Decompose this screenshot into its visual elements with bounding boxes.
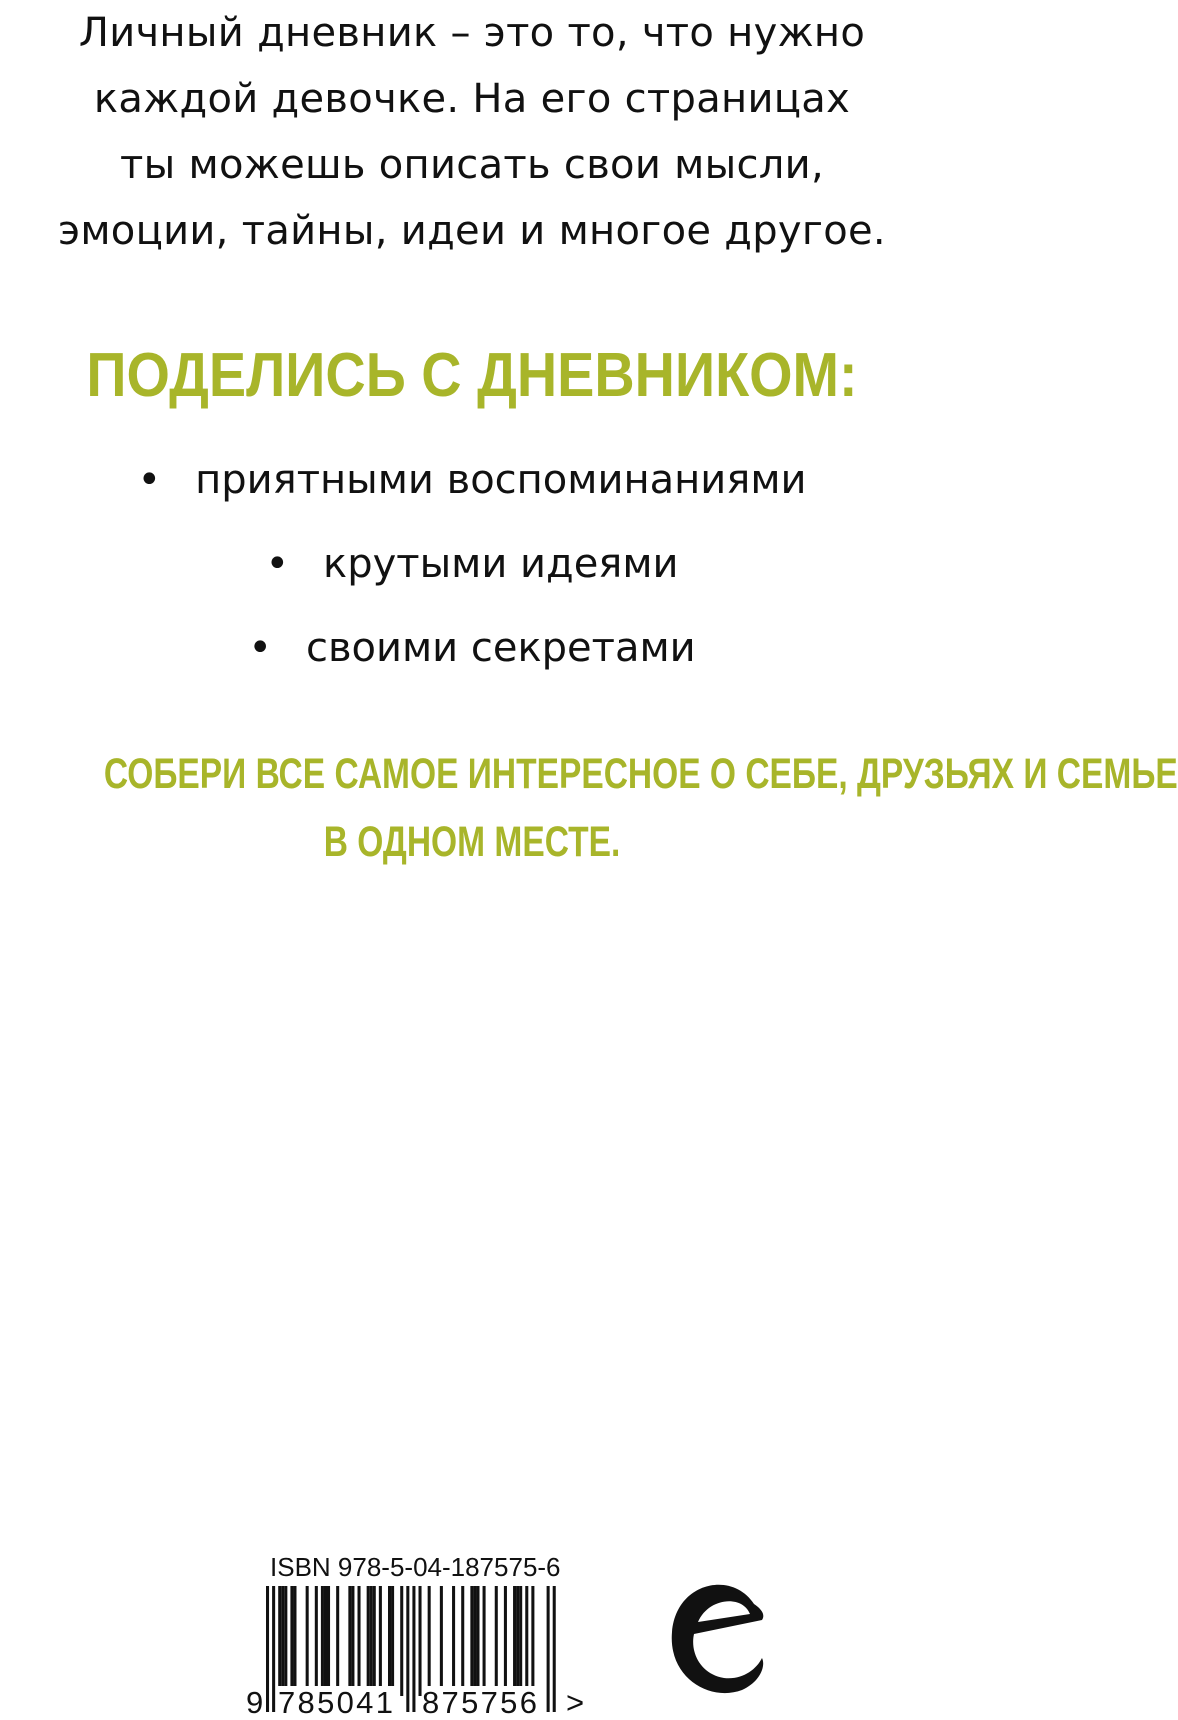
barcode-bar [483,1586,486,1696]
bullet-icon: • [265,541,290,587]
publisher-logo-icon [662,1574,772,1704]
bullet-icon: • [137,457,162,503]
barcode-arrow: > [566,1685,585,1720]
intro-line: каждой девочке. На его страницах [93,76,851,122]
barcode-bar [495,1586,498,1696]
isbn-label: ISBN 978-5-04-187575-6 [270,1552,561,1582]
barcode-bar [373,1586,376,1696]
isbn-block [244,1552,604,1720]
barcode-bar [327,1586,330,1696]
barcode-bar [324,1586,327,1696]
list-item-text: приятными воспоминаниями [195,457,807,503]
barcode-bar [516,1586,519,1696]
barcode-bar [531,1586,534,1696]
collect-tagline [0,740,1178,876]
intro-line: Личный дневник – это то, что нужно [78,10,866,56]
barcode-bar [348,1586,351,1696]
intro-paragraph [0,0,944,264]
barcode-bar [513,1586,516,1696]
barcode-bar [419,1586,422,1696]
share-heading: ПОДЕЛИСЬ С ДНЕВНИКОМ: [86,341,858,410]
barcode-bar [504,1586,507,1696]
barcode-bar [358,1586,361,1696]
barcode-bar [400,1586,403,1696]
barcode-bar [336,1586,339,1696]
list-item-text: крутыми идеями [323,541,679,587]
logo-mark [672,1585,764,1693]
barcode-bar [553,1586,556,1712]
barcode-bar [452,1586,455,1696]
barcode-bar [519,1586,522,1696]
barcode-bar [525,1586,528,1696]
barcode-bar [284,1586,287,1696]
list-item [0,606,944,690]
bullet-icon: • [248,625,272,671]
barcode-bar [412,1586,415,1712]
barcode-bar [461,1586,464,1696]
barcode-digits-left: 785041 [278,1685,396,1720]
tagline-line: СОБЕРИ ВСЕ САМОЕ ИНТЕРЕСНОЕ О СЕБЕ, ДРУЗЬЯХ И СЕМЬЕ [103,750,1178,798]
barcode-bar [476,1586,479,1696]
intro-line: ты можешь описать свои мысли, [120,142,824,188]
barcode-bar [306,1586,309,1696]
barcode-digit-first: 9 [246,1685,264,1720]
barcode-bar [281,1586,284,1696]
barcode-bar [272,1586,275,1712]
share-list [0,438,944,690]
list-item [0,522,944,606]
list-item [0,438,944,522]
barcode-bar [379,1586,382,1696]
barcode-bar [370,1586,373,1696]
barcode-bar [351,1586,354,1696]
barcode-bar [440,1586,443,1696]
barcode-bar [406,1586,409,1712]
list-item-text: своими секретами [305,625,696,671]
barcode-bar [473,1586,476,1696]
intro-line: эмоции, тайны, идеи и многое другое. [58,208,886,254]
barcode-bar [315,1586,318,1696]
barcode-bar [293,1586,296,1696]
barcode-bar [367,1586,370,1696]
barcode-bar [470,1586,473,1696]
barcode-digits-right: 875756 [422,1685,540,1720]
barcode-bar [388,1586,391,1696]
barcode-bar [547,1586,550,1712]
barcode-bar [428,1586,431,1696]
barcode-bar [290,1586,293,1696]
barcode-bar [266,1586,269,1712]
barcode-bar [278,1586,281,1696]
barcode-bar [391,1586,394,1696]
tagline-line: В ОДНОМ МЕСТЕ. [323,818,621,866]
barcode-bar [321,1586,324,1696]
